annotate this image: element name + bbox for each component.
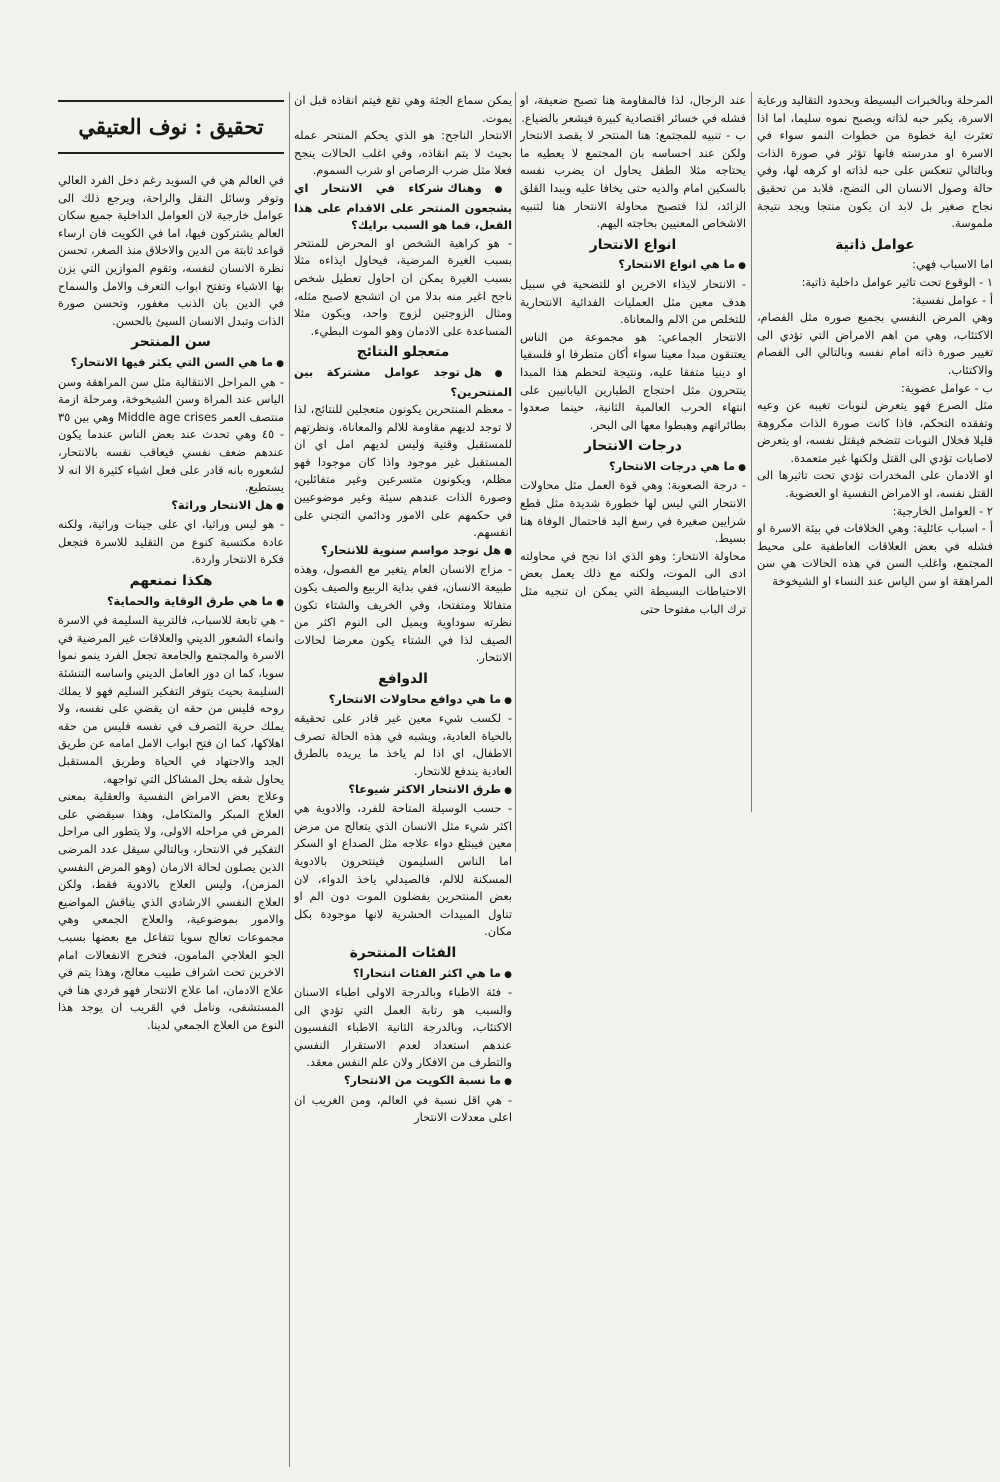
paragraph: ب - تنبيه للمجتمع: هنا المنتحر لا يقصد الانتحار ولكن عند احساسه بان المجتمع لا يعطيه ما يحتاجه مثلا الطفل يحاول ان يضرب نفسه بالسكين امام والديه حتى يخافا عليه ويبدا القلق الزائد، لذا فتصبح محاولة الانتحار هنا لتنبيه الاشخاص المعنيين بحاجته اليهم. xyxy=(520,128,746,231)
paragraph: او الادمان على المخدرات تؤدي تحت تاثيرها الى القتل نفسه، او الامراض النفسية او العضوية. xyxy=(757,468,993,501)
paragraph: اما الاسباب فهي: xyxy=(912,257,993,272)
paragraph: في العالم هي في السويد رغم دخل الفرد العالي وتوفر وسائل النقل والراحة، ويرجع ذلك الى عوامل خارجية لان العوامل الداخلية جميع سكان العالم يشتركون فيها، اما في الكويت فان ارساء قواعد ثابتة من الدين والاخلاق منذ الصغر، تحسن نظرة الانسان لنفسه، وتقوم الموازين التي يزن بها الاشياء وتفتح ابواب التعرف والامل والسماح في الدين بان الذنب مغفور، وتحسن صورة الذات وتبدل الانسان السيئ بالحسن. xyxy=(58,173,284,328)
subheading: انواع الانتحار xyxy=(589,236,677,253)
paragraph: - الانتحار لايذاء الاخرين او للتضحية في سبيل هدف معين مثل العمليات الفدائية الانتحارية للتخلص من الالم والمعاناة. xyxy=(520,276,746,327)
paragraph: محاولة الانتحار: وهو الذي اذا نجح في محاولته ادى الى الموت، ولكنه مع ذلك يعمل بعض الاحتياطات البسيطة التي يمكن ان تنجيه مثل ترك الباب مفتوحا حتى xyxy=(520,548,746,616)
paragraph: ب - عوامل عضوية: xyxy=(901,380,993,395)
subheading: الدوافع xyxy=(378,671,428,687)
question: ● ما هي السن التي يكثر فيها الانتحار؟ xyxy=(58,354,284,374)
question: ● ما هي اكثر الفئات انتحارا؟ xyxy=(294,965,512,985)
paragraph: مثل الصرع فهو يتعرض لنوبات تغيبه عن وعيه وتفقده التحكم، فاذا كانت صورة الذات مكروهة قليلا فخلال النوبات تتضخم فيقتل نفسه، او يتعرض لاصابات تؤدي الى القتل ولكنها غير متعمدة. xyxy=(757,398,993,465)
column-3 xyxy=(294,92,512,1467)
column-4 xyxy=(58,92,284,1467)
subheading: سن المنتحر xyxy=(131,334,211,351)
question: ● طرق الانتحار الاكثر شيوعا؟ xyxy=(294,781,512,801)
column-1 xyxy=(757,92,993,812)
paragraph: - هي المراحل الانتقالية مثل سن المراهقة وسن الياس عند المراة وسن الشيخوخة، ومرحلة ازمة منتصف العمر Middle age crises وهي بين ٣٥ - ٤٥ وهي تحدث عند بعض الناس عندما يكون عندهم ضعف نفسي فيعاقب نفسه بالانتحار، لشعوره بانه قادر على فعل اشياء كثيرة الا انه لا يستطيع. xyxy=(58,374,284,495)
paragraph: - هي اقل نسبة في العالم، ومن الغريب ان اعلى معدلات الانتحار xyxy=(294,1092,512,1125)
column-2 xyxy=(520,92,746,852)
paragraph: - هي تابعة للاسباب، فالتربية السليمة في الاسرة وانماء الشعور الديني والعلاقات غير المرضية في الاسرة والمجتمع والجامعة تجعل الفرد ينمو نموا سويا، كما ان دور العامل الديني واساسه التنشئة السليمة بحيث يتوفر التفكير السليم فهو لا يملك روحه فليس من حقه ان يقضي على نفسه، ولا يملك حرية التصرف في نفسه فليس من حقه اهلاكها، كما ان فتح ابواب الامل امامه عن طريق الجد والاجتهاد في الحياة وطريق المستقبل يحاول شقه بحل المشاكل التي تواجهه. xyxy=(58,613,284,786)
column-rule xyxy=(515,92,516,852)
paragraph: الانتحار الناجح: هو الذي يحكم المنتحر عمله بحيث لا يتم انقاذه، وفي اغلب الحالات ينجح فعلا مثل ضرب الرصاص او شرب السموم. xyxy=(294,128,512,178)
paragraph: وعلاج بعض الامراض النفسية والعقلية بمعنى العلاج المبكر والمتكامل، وهذا سيقضي على المرض في مراحله الاولى، ولا يتطور الى مراحل التفكير في الانتحار، وبالتالي سيقل عدد المرضى الذين يصلون لحالة الازمان (وهو المرض النفسي المزمن)، وليس العلاج بالادوية فقط، ولكن العلاج النفسي الارشادي الذي يناقش المواضيع والامور بموضوعية، والعلاج الجمعي وهي مجموعات تعالج سويا تتفاعل مع بعضها بسبب الجو العلاجي المامون، فتخرج الانفعالات امام الاخرين تحت اشراف طبيب معالج، وهذا يتم في علاج الادمان، اما علاج الانتحار فهو فردي هنا في المستشفى، ونامل في القريب ان يوجد هذا النوع من العلاج الجمعي لدينا. xyxy=(58,789,284,1032)
subheading: الفئات المنتحرة xyxy=(349,944,457,961)
subheading: عوامل ذاتية xyxy=(835,236,915,253)
paragraph: وهي المرض النفسي بجميع صوره مثل الفصام، الاكتئاب، وهي من اهم الامراض التي تؤدي الى تغيير صورة ذاته امام نفسه وبالتالي الى الفصام والاكتئاب. xyxy=(757,310,993,377)
paragraph: - هو ليس وراثيا، اي على جينات وراثية، ولكنه عادة مكتسبة كنوع من التقليد للاسرة فتجعل فكرة الانتحار واردة. xyxy=(58,517,284,567)
question: ● ما هي درجات الانتحار؟ xyxy=(520,458,746,478)
byline: تحقيق : نوف العتيقي xyxy=(58,100,284,154)
question: ● وهناك شركاء في الانتحار اي يشجعون المنتحر على الاقدام على هذا الفعل، فما هو السبب برايك؟ xyxy=(294,180,512,235)
paragraph: أ - اسباب عائلية: وهي الخلافات في بيئة الاسرة او فشله في بعض العلاقات العاطفية على محيط المجتمع، واغلب السن في هذه الحالات هي سن المراهقة او سن الياس عند النساء او الشيخوخة xyxy=(757,521,993,589)
question: ● ما هي طرق الوقاية والحماية؟ xyxy=(58,593,284,613)
paragraph: - مزاج الانسان العام يتغير مع الفصول، وهذه طبيعة الانسان، ففي بداية الربيع والصيف يكون متفائلا ومتفتحا، وفي الخريف والشتاء تكون نظرته سوداوية ويميل الى النوم اكثر من الصيف لذا في الشتاء يكون معرضا لحالات الانتحار. xyxy=(294,562,512,665)
question: ● ما نسبة الكويت من الانتحار؟ xyxy=(294,1072,512,1092)
paragraph: أ - عوامل نفسية: xyxy=(911,292,993,307)
question: ● هل الانتحار وراثة؟ xyxy=(58,497,284,517)
subheading: متعجلو النتائج xyxy=(356,344,450,361)
question: ● هل توجد مواسم سنوية للانتحار؟ xyxy=(294,542,512,562)
paragraph: - درجة الصعوبة: وهي قوة العمل مثل محاولات الانتحار التي ليس لها خطورة شديدة مثل قطع شرايين صغيرة في رسغ اليد فاحتمال الوفاة هنا بسيط. xyxy=(520,478,746,546)
column-rule xyxy=(289,92,290,1467)
column-4-body xyxy=(58,172,284,1035)
subheading: هكذا نمنعهم xyxy=(129,573,213,590)
question: ● هل توجد عوامل مشتركة بين المنتحرين؟ xyxy=(294,364,512,401)
paragraph: - فئة الاطباء وبالدرجة الاولى اطباء الاسنان والسبب هو رتابة العمل التي تؤدي الى الاكتئاب، وبالدرجة الثانية الاطباء النفسيون عندهم استعداد لعدم الاستقرار النفسي والتطرف من الافكار ولان علم النفس معقد. xyxy=(294,985,512,1070)
question: ● ما هي انواع الانتحار؟ xyxy=(520,256,746,276)
paragraph: عند الرجال، لذا فالمقاومة هنا تصبح ضعيفة، او فشله في خسائر اقتصادية كبيرة فيشعر بالضياع. xyxy=(520,93,746,125)
paragraph: - لكسب شيء معين غير قادر على تحقيقه بالحياة العادية، ويشبه في هذه الحالة تصرف الاطفال، اي اذا لم ياخذ ما يريده بالطرق العادية يندفع للانتحار. xyxy=(294,711,512,778)
paragraph: ١ - الوقوع تحت تاثير عوامل داخلية ذاتية: xyxy=(801,274,993,289)
paragraph: ٢ - العوامل الخارجية: xyxy=(892,503,993,518)
question: ● ما هي دوافع محاولات الانتحار؟ xyxy=(294,691,512,711)
paragraph: يمكن سماع الجثة وهي تقع فيتم انقاذه قبل ان يموت. xyxy=(294,93,512,125)
column-rule xyxy=(751,92,752,812)
paragraph: - معظم المنتحرين يكونون متعجلين للنتائج، لذا لا توجد لديهم مقاومة للالم والمعاناة، ونظرتهم للمستقبل وقتية وليس لديهم امل اي ان المستقبل غير موجود واذا كان موجودا فهو مظلم، ويكونون متسرعين وغير متفائلين، وصورة الذات عندهم سيئة وغير موضوعيين في حكمهم على الامور ودائمي التجني على انفسهم. xyxy=(294,402,512,540)
subheading: درجات الانتحار xyxy=(584,438,682,455)
paragraph: - حسب الوسيلة المتاحة للفرد، والادوية هي اكثر شيء مثل الانسان الذي يتعالج من مرض معين فيبتلع دواء علاجه مثل الصداع او السكر اما الناس السليمون فينتحرون بالادوية المسكنة للالم، فالصيدلي ياخذ الدواء، لان بعض المنتحرين يفضلون الموت دون الم او تناول المبيدات الحشرية لانها موجودة بكل مكان. xyxy=(294,801,512,939)
paragraph: المرحلة وبالخبرات البسيطة وبحدود التقاليد ورعاية الاسرة، يكبر حبه لذاته ويصبح نموه سليما، اما اذا تعثرت اية خطوة من خطوات النمو سواء في الاسرة او مدرسته فانها تؤثر في صورة الذات وبالتالي تنعكس على حبه لذاته او كرهه لها، وفي حالة وصول الانسان الى النضج، فلابد من تحقيق نجاح صغير بل لابد ان يكون منتجا ويجد نتيجة ملموسة. xyxy=(757,93,993,231)
paragraph: - هو كراهية الشخص او المحرض للمنتحر بسبب الغيرة المرضية، فيحاول ايذاءه مثلا بسبب الغيرة يمكن ان احاول تعطيل شخص ناجح اغير منه بدلا من ان اتشجع لاصبح مثله، ومثال الزوجتين لزوج واحد، ويكون مثلا المساعدة على الادمان وهو الموت البطيء. xyxy=(294,235,512,338)
paragraph: الانتحار الجماعي: هو مجموعة من الناس يعتنقون مبدا معينا سواء أكان متطرفا او فلسفيا او دينيا متفقا عليه، ونتيجة لتحطم هذا المبدا ينتحرون مثل احتجاج الطيارين اليابانيين على انتهاء الحرب العالمية الثانية، حينما صعدوا بطائراتهم وهبطوا معها الى البحر. xyxy=(520,329,746,432)
